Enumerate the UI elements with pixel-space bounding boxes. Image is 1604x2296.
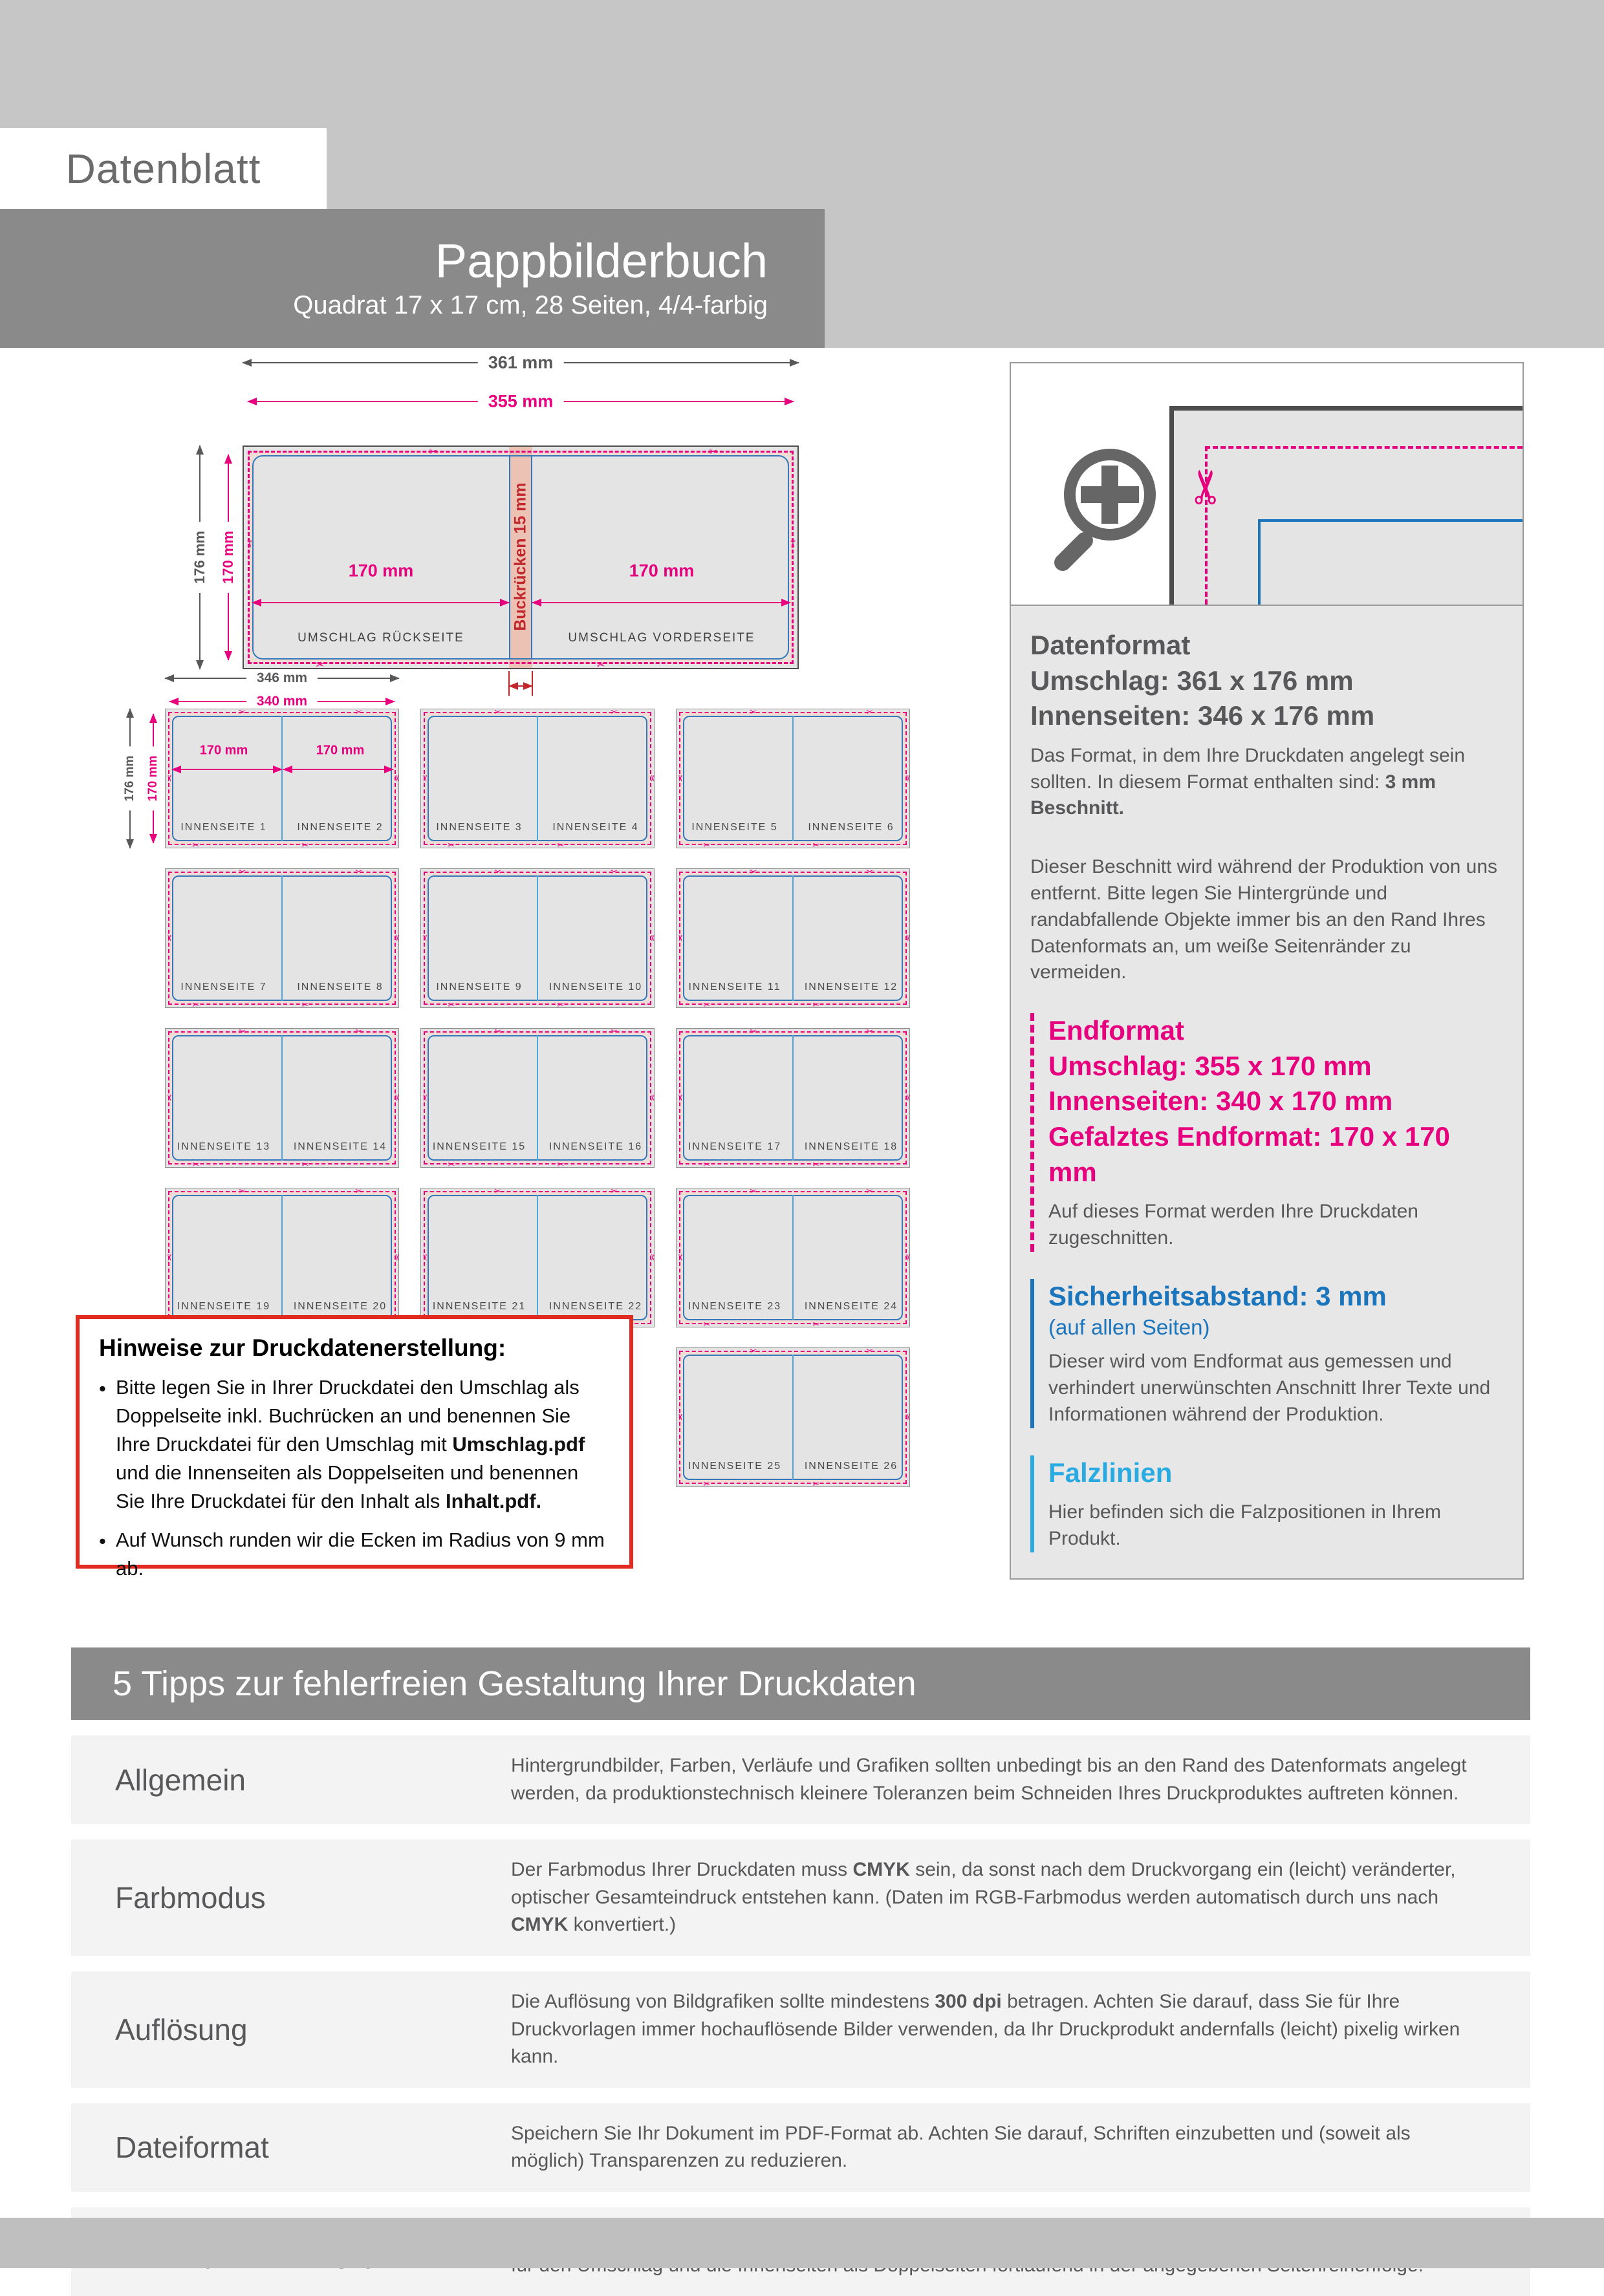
tip-text: Hintergrundbilder, Farben, Verläufe und Grafiken sollten unbedingt bis an den Rand des Datenformats angelegt werden, da produktionstechnisch kleinere Toleranzen beim Schneiden Ihres Druckproduktes auftreten können. — [511, 1755, 1467, 1804]
cut-mark-icon: ✂ — [703, 1479, 711, 1490]
inner-spread — [419, 867, 657, 1011]
datenformat-para-1: Das Format, in dem Ihre Druckdaten angelegt sein sollten. In diesem Format enthalten sind: 3 mm Beschnitt. — [1030, 744, 1465, 819]
cut-mark-icon: ✂ — [750, 1027, 757, 1037]
cut-mark-icon: ✂ — [703, 841, 711, 851]
notes-bullet-1-text: Bitte legen Sie in Ihrer Druckdatei den Umschlag als Doppelseite inkl. Buchrücken an und benennen Sie Ihre Druckdatei für den Umschlag mit Umschlag.pdf und die Innenseiten als Doppelseiten und benennen Sie Ihre Druckdatei für den Inhalt als Inhalt.pdf. — [116, 1376, 585, 1513]
cut-mark-icon: ✂ — [494, 707, 502, 718]
cut-mark-icon: ✂ — [301, 1160, 309, 1170]
cut-mark-icon: ✂ — [866, 1186, 874, 1197]
trim-border — [1258, 519, 1523, 522]
cut-mark-icon: ✂ — [243, 539, 255, 548]
tip-row — [71, 1971, 1530, 2088]
inner-spread — [675, 1346, 913, 1490]
cut-mark-icon: ✂ — [647, 934, 657, 942]
innenseite-label: INNENSEITE 17 — [688, 1141, 782, 1152]
sicherheitsabstand-heading: Sicherheitsabstand: 3 mm — [1048, 1280, 1387, 1311]
trim-border — [1258, 519, 1261, 605]
innenseite-label: INNENSEITE 19 — [177, 1301, 271, 1312]
cut-mark-icon: ✂ — [239, 1186, 246, 1197]
page-width-label: 170 mm — [199, 743, 248, 758]
cut-mark-icon: ✂ — [675, 1094, 685, 1102]
page-width-arrow — [283, 769, 393, 770]
cut-mark-icon: ✂ — [611, 1186, 618, 1197]
cut-mark-icon: ✂ — [429, 445, 438, 458]
cut-mark-icon: ✂ — [703, 1160, 711, 1170]
innenseite-label: INNENSEITE 13 — [177, 1141, 271, 1152]
cut-mark-icon: ✂ — [611, 707, 618, 718]
notes-bullet-2 — [99, 1526, 610, 1583]
inner-trim-width-dimension — [169, 694, 395, 709]
inner-spread — [420, 1028, 655, 1168]
cover-trim-width-value: 355 mm — [478, 392, 564, 412]
product-title: Pappbilderbuch — [435, 234, 768, 288]
innenseite-label: INNENSEITE 25 — [688, 1461, 782, 1472]
cover-trim-height-dimension — [220, 455, 236, 660]
spine-width-dimension — [509, 685, 532, 687]
cut-mark-icon: ✂ — [494, 867, 502, 877]
inner-spread — [164, 867, 402, 1011]
cut-mark-icon: ✂ — [391, 775, 402, 782]
cut-mark-icon: ✂ — [703, 1000, 711, 1011]
cut-mark-icon: ✂ — [557, 841, 565, 851]
datenformat-innenseiten: Innenseiten: 346 x 176 mm — [1030, 700, 1375, 731]
tip-label: Farbmodus — [115, 1881, 266, 1915]
endformat-heading: Endformat — [1048, 1015, 1184, 1046]
cut-mark-icon: ✂ — [750, 1186, 757, 1197]
cover-total-width-dimension — [243, 352, 799, 372]
cut-mark-icon: ✂ — [557, 1160, 565, 1170]
tip-row — [71, 1735, 1530, 1824]
cut-mark-icon: ✂ — [301, 1000, 309, 1011]
cut-mark-icon: ✂ — [866, 1027, 874, 1037]
bullet-dot: • — [99, 1530, 106, 1553]
tip-label: Allgemein — [115, 1763, 246, 1797]
cut-mark-icon: ✂ — [675, 1254, 685, 1261]
cover-back-label: UMSCHLAG RÜCKSEITE — [298, 631, 464, 645]
cut-mark-icon: ✂ — [301, 841, 309, 851]
notes-bullet-2-text: Auf Wunsch runden wir die Ecken im Radius von 9 mm ab. — [116, 1529, 605, 1580]
cut-mark-icon: ✂ — [866, 1346, 874, 1357]
corner-detail-diagram — [1169, 406, 1523, 605]
sicherheitsabstand-subheading: (auf allen Seiten) — [1048, 1315, 1210, 1340]
cut-mark-icon: ✂ — [448, 1000, 455, 1011]
footer-bar — [0, 2218, 1604, 2268]
cut-mark-icon: ✂ — [750, 867, 757, 877]
cut-mark-icon: ✂ — [675, 934, 685, 942]
inner-trim-width-value: 340 mm — [246, 694, 318, 709]
cut-mark-icon: ✂ — [647, 1094, 657, 1102]
tips-title-bar — [71, 1647, 1530, 1720]
endformat-umschlag: Umschlag: 355 x 170 mm — [1048, 1050, 1372, 1081]
page-width-arrow — [172, 769, 282, 770]
cover-total-width-value: 361 mm — [478, 353, 564, 373]
innenseite-label: INNENSEITE 3 — [436, 822, 523, 833]
cut-mark-icon: ✂ — [391, 934, 402, 942]
cut-mark-icon: ✂ — [164, 1094, 174, 1102]
innenseite-label: INNENSEITE 6 — [808, 822, 894, 833]
cover-fold-line-right — [531, 455, 532, 660]
cut-mark-icon: ✂ — [355, 1186, 363, 1197]
cut-mark-icon: ✂ — [750, 1346, 757, 1357]
inner-spread — [420, 1188, 655, 1327]
cover-left-page-width-arrow — [252, 602, 509, 603]
section-sicherheitsabstand — [1030, 1279, 1502, 1428]
datenformat-heading: Datenformat — [1030, 630, 1191, 660]
cut-mark-icon: ✂ — [786, 539, 799, 548]
endformat-para: Auf dieses Format werden Ihre Druckdaten zugeschnitten. — [1048, 1201, 1418, 1249]
cut-mark-icon: ✂ — [192, 1160, 200, 1170]
tip-text: Die Auflösung von Bildgrafiken sollte mindestens 300 dpi betragen. Achten Sie darauf, dass Sie für Ihre Druckvorlagen immer hochauflösende Bilder verwenden, da Ihr Druckprodukt andernfalls (leicht) pixelig wirken kann. — [511, 1990, 1460, 2068]
cut-mark-icon: ✂ — [164, 934, 174, 942]
endformat-innenseiten: Innenseiten: 340 x 170 mm — [1048, 1086, 1393, 1117]
inner-total-width-value: 346 mm — [246, 671, 318, 686]
cut-mark-icon: ✂ — [902, 1254, 913, 1261]
innenseite-label: INNENSEITE 20 — [293, 1301, 387, 1312]
tip-text: Der Farbmodus Ihrer Druckdaten muss CMYK sein, da sonst nach dem Druckvorgang ein (leicht) veränderter, optischer Gesamteindruck entstehen kann. (Daten im RGB-Farbmodus werden automatisch durch uns nach CMYK konvertiert.) — [511, 1859, 1456, 1936]
panel-text — [1011, 606, 1523, 1578]
inner-spread — [675, 1027, 913, 1170]
cut-mark-icon: ✂ — [902, 775, 913, 782]
tips-section — [71, 1647, 1530, 2296]
inner-spread — [675, 867, 913, 1011]
cover-total-height-dimension — [191, 445, 208, 669]
inner-spread — [164, 707, 402, 851]
cover-trim-height-value: 170 mm — [220, 522, 237, 593]
cut-mark-icon: ✂ — [419, 1094, 429, 1102]
cut-mark-icon: ✂ — [675, 775, 685, 782]
inner-total-height-dimension — [123, 709, 136, 848]
section-falzlinien — [1030, 1455, 1502, 1552]
cut-mark-icon: ✂ — [164, 775, 174, 782]
section-endformat — [1030, 1013, 1502, 1252]
innenseite-label: INNENSEITE 24 — [804, 1301, 898, 1312]
cut-mark-icon: ✂ — [239, 867, 246, 877]
cut-mark-icon: ✂ — [557, 1000, 565, 1011]
bleed-dashed-border — [1205, 446, 1523, 449]
cut-mark-icon: ✂ — [866, 707, 874, 718]
cut-mark-icon: ✂ — [611, 1027, 618, 1037]
cut-mark-icon: ✂ — [316, 659, 325, 671]
cover-spread-diagram — [243, 445, 799, 669]
cover-right-page-width-arrow — [532, 602, 790, 603]
cut-mark-icon: ✂ — [355, 707, 363, 718]
tip-label: Auflösung — [115, 2012, 248, 2046]
cut-mark-icon: ✂ — [448, 841, 455, 851]
innenseite-label: INNENSEITE 8 — [297, 982, 384, 992]
cut-mark-icon: ✂ — [355, 867, 363, 877]
innenseite-label: INNENSEITE 2 — [297, 822, 384, 833]
cut-mark-icon: ✂ — [192, 841, 200, 851]
innenseite-label: INNENSEITE 10 — [548, 982, 643, 992]
cut-mark-icon: ✂ — [239, 707, 246, 718]
product-banner — [0, 209, 825, 348]
page-label: Datenblatt — [65, 145, 261, 192]
innenseite-label: INNENSEITE 14 — [293, 1141, 387, 1152]
cut-mark-icon: ✂ — [750, 707, 757, 718]
innenseite-label: INNENSEITE 23 — [688, 1301, 782, 1312]
inner-total-height-value: 176 mm — [123, 747, 137, 811]
cut-mark-icon: ✂ — [596, 659, 605, 671]
magnifier-plus-icon — [1064, 449, 1156, 541]
cover-fold-line-left — [509, 455, 510, 660]
cut-mark-icon: ✂ — [866, 867, 874, 877]
cut-mark-icon: ✂ — [647, 1254, 657, 1261]
cut-mark-icon: ✂ — [647, 775, 657, 782]
product-subtitle: Quadrat 17 x 17 cm, 28 Seiten, 4/4-farbig — [293, 290, 768, 319]
cut-mark-icon: ✂ — [494, 1027, 502, 1037]
cut-mark-icon: ✂ — [164, 1254, 174, 1261]
tip-row — [71, 2103, 1530, 2192]
cut-mark-icon: ✂ — [902, 1413, 913, 1421]
inner-trim-height-dimension — [146, 714, 160, 843]
inner-total-width-dimension — [165, 671, 399, 685]
scissors-icon: ✂ — [1179, 467, 1233, 507]
datenblatt-label-box — [0, 128, 327, 209]
cut-mark-icon: ✂ — [192, 1000, 200, 1011]
bullet-dot: • — [99, 1377, 106, 1400]
cover-total-height-value: 176 mm — [191, 522, 208, 593]
inner-spread — [675, 1186, 913, 1330]
cut-mark-icon: ✂ — [239, 1027, 246, 1037]
cut-mark-icon: ✂ — [703, 1320, 711, 1330]
cut-mark-icon: ✂ — [675, 1413, 685, 1421]
notes-bullet-1 — [99, 1373, 610, 1516]
notes-title: Hinweise zur Druckdatenerstellung: — [99, 1335, 506, 1361]
inner-spread — [419, 707, 657, 851]
falzlinien-heading: Falzlinien — [1048, 1457, 1173, 1488]
cut-mark-icon: ✂ — [812, 1479, 820, 1490]
cover-right-page-width-label: 170 mm — [629, 561, 695, 581]
cut-mark-icon: ✂ — [902, 1094, 913, 1102]
datenformat-para-2: Dieser Beschnitt wird während der Produktion von uns entfernt. Bitte legen Sie Hintergründe und randabfallende Objekte immer bis an den Rand Ihres Datenformats an, um weiße Seitenränder zu vermeiden. — [1030, 856, 1498, 983]
spine-label: Buckrücken 15 mm — [511, 482, 530, 631]
page-width-label: 170 mm — [316, 743, 365, 758]
datenformat-umschlag: Umschlag: 361 x 176 mm — [1030, 665, 1354, 696]
cut-mark-icon: ✂ — [419, 1254, 429, 1261]
section-datenformat — [1030, 628, 1502, 986]
innenseite-label: INNENSEITE 22 — [548, 1301, 643, 1312]
cut-mark-icon: ✂ — [494, 1186, 502, 1197]
falzlinien-para: Hier befinden sich die Falzpositionen in Ihrem Produkt. — [1048, 1501, 1441, 1550]
innenseite-label: INNENSEITE 16 — [548, 1141, 643, 1152]
innenseite-label: INNENSEITE 1 — [180, 822, 267, 833]
tip-label: Dateiformat — [115, 2130, 269, 2165]
cover-left-page-width-label: 170 mm — [348, 561, 414, 581]
cut-mark-icon: ✂ — [391, 1094, 402, 1102]
cut-mark-icon: ✂ — [709, 445, 718, 458]
inner-spread — [164, 1027, 402, 1170]
panel-illustration — [1011, 363, 1523, 606]
innenseite-label: INNENSEITE 15 — [432, 1141, 526, 1152]
inner-spread — [675, 707, 913, 851]
innenseite-label: INNENSEITE 4 — [552, 822, 639, 833]
cut-mark-icon: ✂ — [391, 1254, 402, 1261]
innenseite-label: INNENSEITE 5 — [691, 822, 778, 833]
inner-trim-height-value: 170 mm — [146, 747, 160, 811]
cover-front-label: UMSCHLAG VORDERSEITE — [568, 631, 755, 645]
cover-trim-width-dimension — [248, 391, 794, 411]
print-data-notes-box — [76, 1315, 633, 1580]
tips-rows — [71, 1735, 1530, 2296]
innenseite-label: INNENSEITE 7 — [180, 982, 267, 992]
endformat-gefalzt: Gefalztes Endformat: 170 x 170 mm — [1048, 1121, 1450, 1187]
cut-mark-icon: ✂ — [902, 934, 913, 942]
cut-mark-icon: ✂ — [611, 867, 618, 877]
innenseite-label: INNENSEITE 9 — [436, 982, 523, 992]
cut-mark-icon: ✂ — [812, 1320, 820, 1330]
innenseite-label: INNENSEITE 26 — [804, 1461, 898, 1472]
cut-mark-icon: ✂ — [812, 841, 820, 851]
cut-mark-icon: ✂ — [355, 1027, 363, 1037]
tip-text: Speichern Sie Ihr Dokument im PDF-Format ab. Achten Sie darauf, Schriften einzubetten und (soweit als möglich) Transparenzen zu reduzieren. — [511, 2122, 1411, 2172]
inner-spread — [164, 1186, 402, 1327]
cut-mark-icon: ✂ — [419, 934, 429, 942]
format-info-panel — [1010, 362, 1524, 1580]
cut-mark-icon: ✂ — [448, 1160, 455, 1170]
sicherheitsabstand-para: Dieser wird vom Endformat aus gemessen und verhindert unerwünschten Anschnitt Ihrer Texte und Informationen während der Produktion. — [1048, 1351, 1491, 1425]
tip-row — [71, 1840, 1530, 1956]
cut-mark-icon: ✂ — [419, 775, 429, 782]
innenseite-label: INNENSEITE 12 — [804, 982, 898, 992]
innenseite-label: INNENSEITE 11 — [688, 982, 781, 992]
tips-title: 5 Tipps zur fehlerfreien Gestaltung Ihrer Druckdaten — [113, 1664, 916, 1703]
innenseite-label: INNENSEITE 21 — [432, 1301, 526, 1312]
cut-mark-icon: ✂ — [812, 1000, 820, 1011]
cut-mark-icon: ✂ — [812, 1160, 820, 1170]
innenseite-label: INNENSEITE 18 — [804, 1141, 898, 1152]
